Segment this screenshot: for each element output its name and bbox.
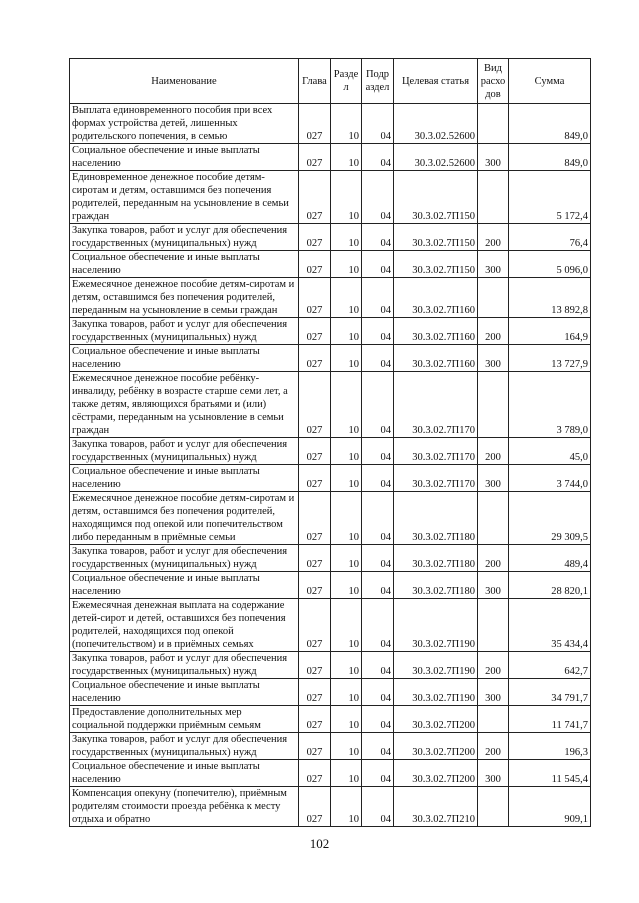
cell-subsection: 04	[362, 652, 394, 679]
table-row	[70, 171, 591, 224]
cell-target: 30.3.02.7П180	[394, 572, 478, 599]
cell-expense-type: 300	[478, 465, 509, 492]
cell-subsection: 04	[362, 438, 394, 465]
cell-sum: 489,4	[509, 545, 591, 572]
cell-chapter: 027	[299, 706, 331, 733]
cell-sum: 849,0	[509, 104, 591, 144]
cell-name: Предоставление дополнительных мер социальной поддержки приёмным семьям	[70, 706, 299, 733]
cell-target: 30.3.02.7П150	[394, 171, 478, 224]
cell-expense-type: 300	[478, 572, 509, 599]
table-row	[70, 104, 591, 144]
cell-sum: 11 545,4	[509, 760, 591, 787]
cell-sum: 45,0	[509, 438, 591, 465]
budget-table	[69, 58, 591, 827]
cell-target: 30.3.02.7П150	[394, 224, 478, 251]
table-row	[70, 465, 591, 492]
cell-target: 30.3.02.7П190	[394, 679, 478, 706]
cell-chapter: 027	[299, 251, 331, 278]
table-row	[70, 706, 591, 733]
cell-subsection: 04	[362, 679, 394, 706]
page-number: 102	[309, 836, 330, 851]
cell-chapter: 027	[299, 345, 331, 372]
cell-target: 30.3.02.7П200	[394, 706, 478, 733]
cell-section: 10	[331, 251, 362, 278]
cell-subsection: 04	[362, 345, 394, 372]
cell-section: 10	[331, 492, 362, 545]
table-row	[70, 318, 591, 345]
cell-section: 10	[331, 318, 362, 345]
cell-subsection: 04	[362, 706, 394, 733]
cell-name: Закупка товаров, работ и услуг для обеспечения государственных (муниципальных) нужд	[70, 545, 299, 572]
cell-expense-type: 200	[478, 652, 509, 679]
cell-expense-type	[478, 104, 509, 144]
cell-subsection: 04	[362, 492, 394, 545]
cell-subsection: 04	[362, 465, 394, 492]
cell-sum: 5 096,0	[509, 251, 591, 278]
cell-section: 10	[331, 224, 362, 251]
cell-target: 30.3.02.7П190	[394, 652, 478, 679]
cell-chapter: 027	[299, 652, 331, 679]
cell-target: 30.3.02.7П160	[394, 318, 478, 345]
cell-target: 30.3.02.7П200	[394, 733, 478, 760]
cell-subsection: 04	[362, 278, 394, 318]
cell-chapter: 027	[299, 545, 331, 572]
cell-subsection: 04	[362, 251, 394, 278]
cell-target: 30.3.02.7П170	[394, 465, 478, 492]
cell-target: 30.3.02.7П170	[394, 438, 478, 465]
cell-chapter: 027	[299, 787, 331, 827]
cell-expense-type: 300	[478, 251, 509, 278]
cell-name: Закупка товаров, работ и услуг для обеспечения государственных (муниципальных) нужд	[70, 438, 299, 465]
cell-name: Ежемесячная денежная выплата на содержание детей-сирот и детей, оставшихся без попечения родителей, находящихся под опекой (попечительством) и в приёмных семьях	[70, 599, 299, 652]
cell-subsection: 04	[362, 760, 394, 787]
col-header-subsection: Подр аздел	[362, 59, 394, 104]
cell-expense-type: 200	[478, 224, 509, 251]
cell-section: 10	[331, 572, 362, 599]
cell-sum: 849,0	[509, 144, 591, 171]
cell-name: Социальное обеспечение и иные выплаты населению	[70, 679, 299, 706]
cell-subsection: 04	[362, 733, 394, 760]
cell-expense-type: 200	[478, 545, 509, 572]
cell-target: 30.3.02.7П150	[394, 251, 478, 278]
cell-expense-type: 300	[478, 679, 509, 706]
cell-chapter: 027	[299, 733, 331, 760]
table-row	[70, 760, 591, 787]
cell-name: Компенсация опекуну (попечителю), приёмным родителям стоимости проезда ребёнка к месту отдыха и обратно	[70, 787, 299, 827]
cell-name: Закупка товаров, работ и услуг для обеспечения государственных (муниципальных) нужд	[70, 318, 299, 345]
cell-section: 10	[331, 465, 362, 492]
cell-sum: 5 172,4	[509, 171, 591, 224]
cell-target: 30.3.02.7П180	[394, 545, 478, 572]
cell-section: 10	[331, 345, 362, 372]
cell-expense-type: 200	[478, 733, 509, 760]
cell-section: 10	[331, 278, 362, 318]
cell-chapter: 027	[299, 679, 331, 706]
table-row	[70, 652, 591, 679]
cell-subsection: 04	[362, 318, 394, 345]
cell-sum: 642,7	[509, 652, 591, 679]
cell-target: 30.3.02.7П200	[394, 760, 478, 787]
cell-chapter: 027	[299, 492, 331, 545]
cell-section: 10	[331, 706, 362, 733]
cell-expense-type: 300	[478, 760, 509, 787]
cell-chapter: 027	[299, 278, 331, 318]
cell-sum: 196,3	[509, 733, 591, 760]
table-row	[70, 438, 591, 465]
col-header-sum: Сумма	[509, 59, 591, 104]
cell-expense-type	[478, 492, 509, 545]
cell-name: Ежемесячное денежное пособие детям-сиротам и детям, оставшимся без попечения родителей, переданным на усыновление в семьи граждан	[70, 278, 299, 318]
col-header-name: Наименование	[70, 59, 299, 104]
cell-expense-type: 300	[478, 345, 509, 372]
cell-target: 30.3.02.7П160	[394, 345, 478, 372]
cell-name: Социальное обеспечение и иные выплаты населению	[70, 760, 299, 787]
cell-subsection: 04	[362, 787, 394, 827]
table-row	[70, 345, 591, 372]
cell-section: 10	[331, 104, 362, 144]
cell-chapter: 027	[299, 144, 331, 171]
cell-sum: 909,1	[509, 787, 591, 827]
cell-chapter: 027	[299, 599, 331, 652]
cell-expense-type	[478, 372, 509, 438]
table-row	[70, 372, 591, 438]
table-body	[70, 104, 591, 827]
cell-section: 10	[331, 372, 362, 438]
cell-chapter: 027	[299, 104, 331, 144]
cell-subsection: 04	[362, 545, 394, 572]
cell-target: 30.3.02.52600	[394, 104, 478, 144]
table-row	[70, 251, 591, 278]
table-row	[70, 787, 591, 827]
cell-subsection: 04	[362, 224, 394, 251]
table-row	[70, 572, 591, 599]
cell-section: 10	[331, 760, 362, 787]
table-row	[70, 733, 591, 760]
cell-name: Социальное обеспечение и иные выплаты населению	[70, 465, 299, 492]
cell-section: 10	[331, 652, 362, 679]
cell-sum: 13 892,8	[509, 278, 591, 318]
col-header-section: Разде л	[331, 59, 362, 104]
cell-name: Выплата единовременного пособия при всех формах устройства детей, лишенных родительского попечения, в семью	[70, 104, 299, 144]
cell-section: 10	[331, 144, 362, 171]
table-row	[70, 278, 591, 318]
cell-sum: 35 434,4	[509, 599, 591, 652]
cell-subsection: 04	[362, 372, 394, 438]
cell-chapter: 027	[299, 372, 331, 438]
cell-target: 30.3.02.7П190	[394, 599, 478, 652]
cell-expense-type	[478, 599, 509, 652]
cell-section: 10	[331, 599, 362, 652]
cell-expense-type	[478, 787, 509, 827]
cell-section: 10	[331, 171, 362, 224]
col-header-chapter: Глава	[299, 59, 331, 104]
cell-chapter: 027	[299, 572, 331, 599]
cell-section: 10	[331, 679, 362, 706]
cell-section: 10	[331, 787, 362, 827]
cell-chapter: 027	[299, 760, 331, 787]
cell-name: Закупка товаров, работ и услуг для обеспечения государственных (муниципальных) нужд	[70, 733, 299, 760]
cell-name: Единовременное денежное пособие детям-сиротам и детям, оставшимся без попечения родителей, переданным на усыновление в семьи граждан	[70, 171, 299, 224]
cell-subsection: 04	[362, 599, 394, 652]
col-header-expense-type: Вид расхо дов	[478, 59, 509, 104]
cell-name: Социальное обеспечение и иные выплаты населению	[70, 144, 299, 171]
table-row	[70, 224, 591, 251]
cell-name: Социальное обеспечение и иные выплаты населению	[70, 572, 299, 599]
cell-sum: 76,4	[509, 224, 591, 251]
cell-sum: 29 309,5	[509, 492, 591, 545]
table-row	[70, 144, 591, 171]
cell-sum: 13 727,9	[509, 345, 591, 372]
cell-expense-type: 200	[478, 318, 509, 345]
cell-expense-type	[478, 171, 509, 224]
cell-target: 30.3.02.7П170	[394, 372, 478, 438]
cell-subsection: 04	[362, 171, 394, 224]
cell-chapter: 027	[299, 224, 331, 251]
cell-name: Ежемесячное денежное пособие детям-сиротам и детям, оставшимся без попечения родителей, находящимся под опекой или попечительством либо переданным в приёмные семьи	[70, 492, 299, 545]
cell-sum: 3 789,0	[509, 372, 591, 438]
cell-section: 10	[331, 733, 362, 760]
table-header-row	[70, 59, 591, 104]
cell-sum: 164,9	[509, 318, 591, 345]
cell-expense-type: 200	[478, 438, 509, 465]
cell-section: 10	[331, 438, 362, 465]
cell-target: 30.3.02.7П180	[394, 492, 478, 545]
cell-subsection: 04	[362, 104, 394, 144]
cell-name: Закупка товаров, работ и услуг для обеспечения государственных (муниципальных) нужд	[70, 224, 299, 251]
cell-section: 10	[331, 545, 362, 572]
cell-chapter: 027	[299, 465, 331, 492]
table-row	[70, 599, 591, 652]
cell-subsection: 04	[362, 144, 394, 171]
cell-sum: 3 744,0	[509, 465, 591, 492]
cell-name: Социальное обеспечение и иные выплаты населению	[70, 251, 299, 278]
cell-chapter: 027	[299, 171, 331, 224]
cell-target: 30.3.02.7П160	[394, 278, 478, 318]
cell-name: Закупка товаров, работ и услуг для обеспечения государственных (муниципальных) нужд	[70, 652, 299, 679]
table-row	[70, 492, 591, 545]
col-header-target: Целевая статья	[394, 59, 478, 104]
cell-target: 30.3.02.52600	[394, 144, 478, 171]
cell-sum: 34 791,7	[509, 679, 591, 706]
cell-expense-type	[478, 278, 509, 318]
cell-name: Ежемесячное денежное пособие ребёнку-инвалиду, ребёнку в возрасте старше семи лет, а также детям, являющихся братьями и (или) сёстрами, переданным на усыновление в семьи граждан	[70, 372, 299, 438]
cell-chapter: 027	[299, 438, 331, 465]
cell-expense-type	[478, 706, 509, 733]
cell-subsection: 04	[362, 572, 394, 599]
cell-target: 30.3.02.7П210	[394, 787, 478, 827]
cell-sum: 28 820,1	[509, 572, 591, 599]
cell-expense-type: 300	[478, 144, 509, 171]
table-row	[70, 545, 591, 572]
table-row	[70, 679, 591, 706]
cell-sum: 11 741,7	[509, 706, 591, 733]
cell-name: Социальное обеспечение и иные выплаты населению	[70, 345, 299, 372]
cell-chapter: 027	[299, 318, 331, 345]
